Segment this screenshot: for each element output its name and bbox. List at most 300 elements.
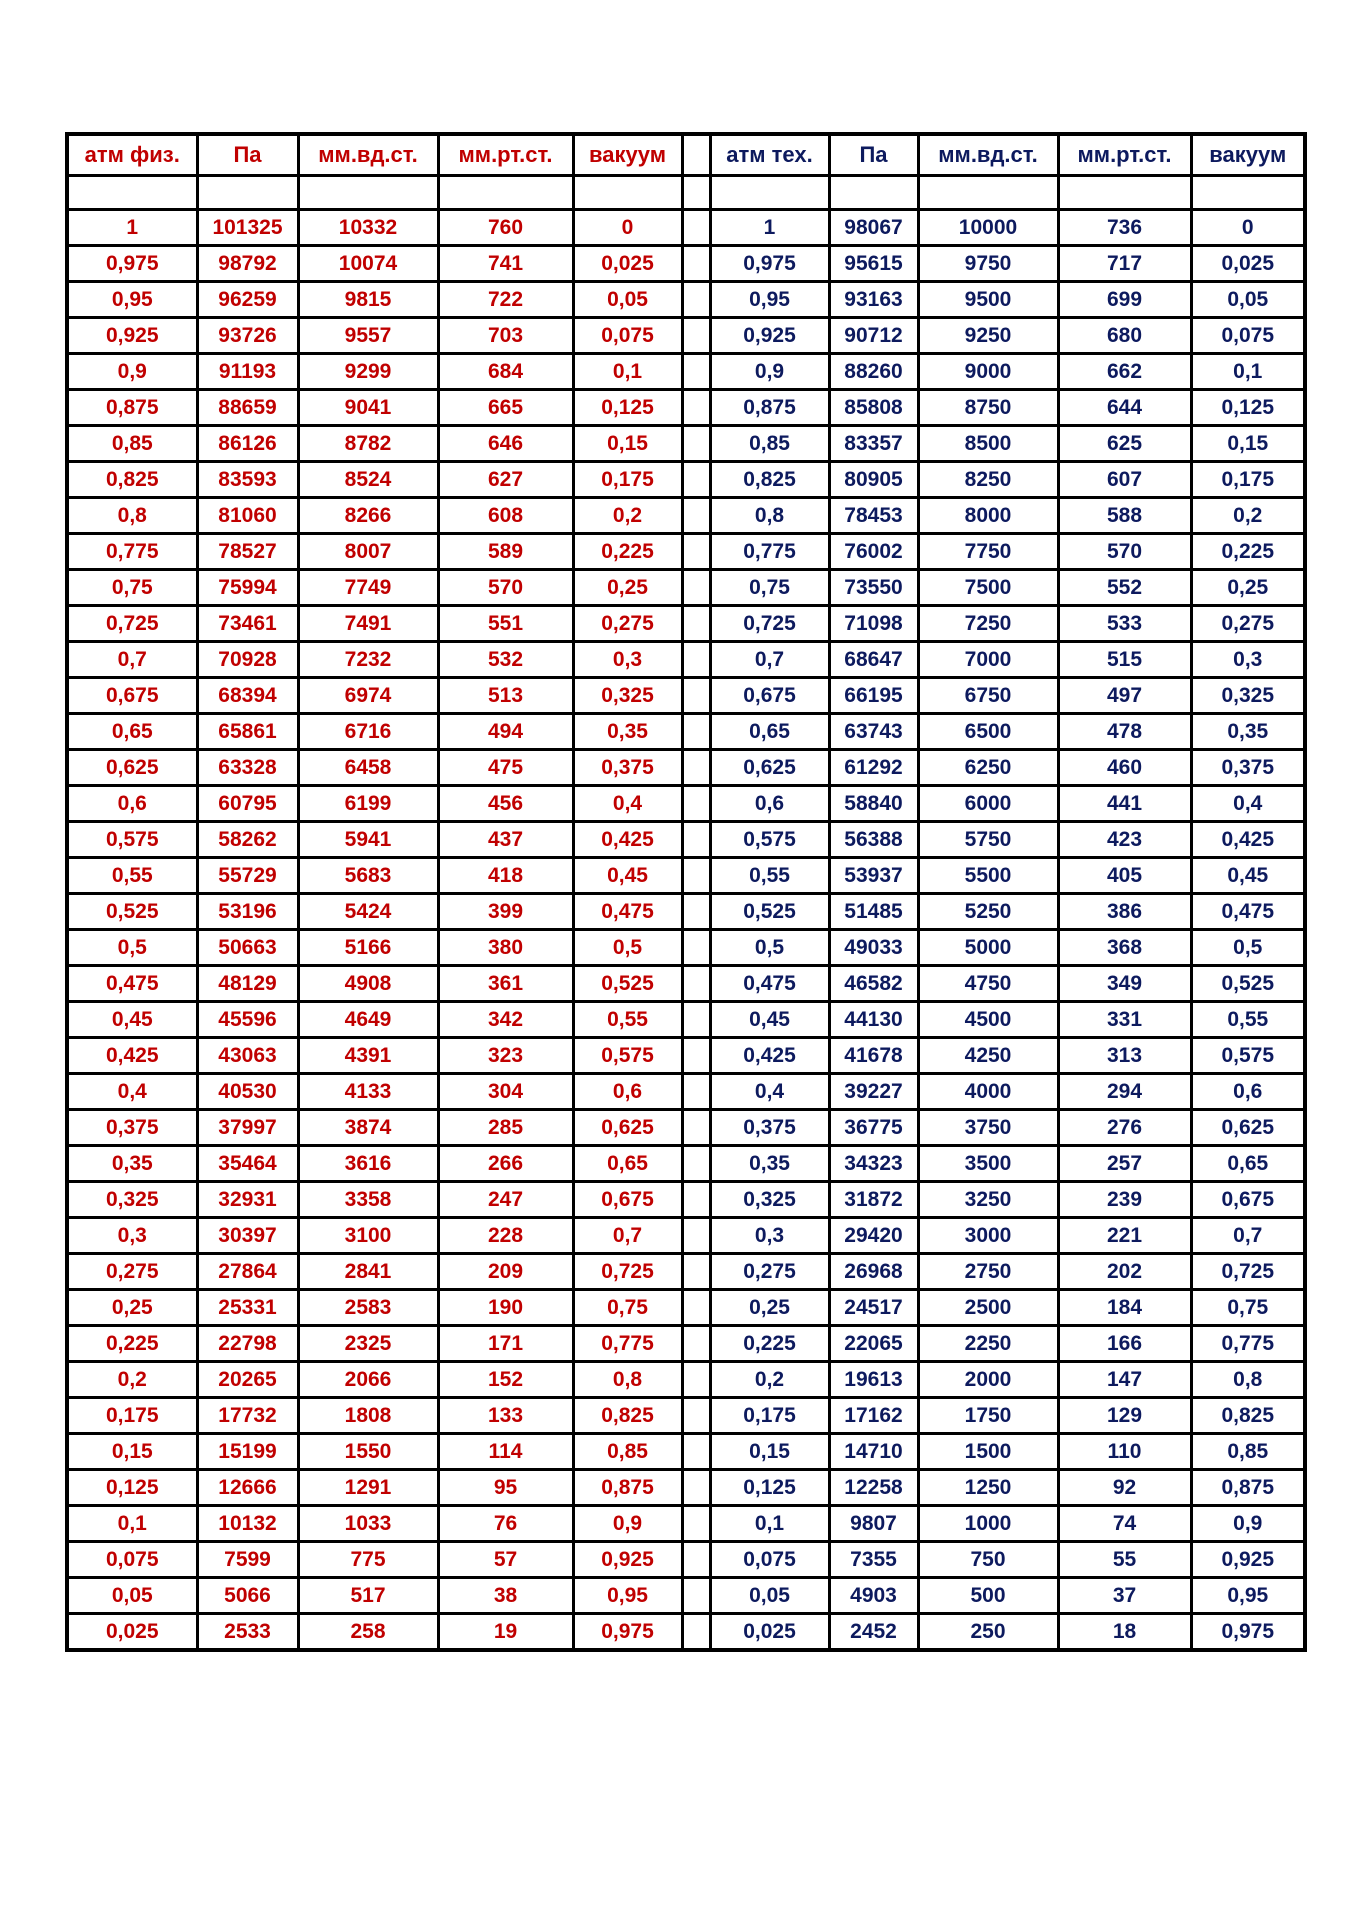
left-vacuum-cell: 0,425 [573, 822, 682, 858]
right-mm-water-cell: 10000 [918, 210, 1058, 246]
right-atm-cell: 0,85 [710, 426, 829, 462]
right-mm-water-cell: 2500 [918, 1290, 1058, 1326]
left-pa-cell: 55729 [197, 858, 298, 894]
left-mm-water-cell: 9557 [298, 318, 438, 354]
left-pa-cell: 60795 [197, 786, 298, 822]
table-row [67, 678, 1305, 714]
table-row [67, 282, 1305, 318]
right-vacuum-cell: 0,4 [1191, 786, 1305, 822]
left-mm-water-cell: 9299 [298, 354, 438, 390]
left-mm-hg-cell: 399 [438, 894, 573, 930]
separator-cell [682, 498, 710, 534]
left-mm-water-cell: 8007 [298, 534, 438, 570]
left-mm-hg-cell: 513 [438, 678, 573, 714]
left-atm-cell: 0,375 [67, 1110, 197, 1146]
left-pa-cell: 17732 [197, 1398, 298, 1434]
left-mm-water-cell: 10074 [298, 246, 438, 282]
right-vacuum-cell: 0,125 [1191, 390, 1305, 426]
table-row [67, 1578, 1305, 1614]
left-pa-cell: 58262 [197, 822, 298, 858]
right-mm-water-cell: 4000 [918, 1074, 1058, 1110]
left-mm-hg-cell: 323 [438, 1038, 573, 1074]
left-mm-hg-cell: 418 [438, 858, 573, 894]
right-atm-cell: 0,8 [710, 498, 829, 534]
left-mm-hg-cell: 247 [438, 1182, 573, 1218]
right-mm-water-cell: 8000 [918, 498, 1058, 534]
right-atm-cell: 0,775 [710, 534, 829, 570]
right-atm-cell: 0,975 [710, 246, 829, 282]
left-mm-hg-cell: 38 [438, 1578, 573, 1614]
right-vacuum-cell: 0,35 [1191, 714, 1305, 750]
right-atm-cell: 0,65 [710, 714, 829, 750]
right-mm-hg-cell: 552 [1058, 570, 1191, 606]
right-pa-cell: 29420 [829, 1218, 918, 1254]
right-atm-cell: 0,2 [710, 1362, 829, 1398]
left-vacuum-cell: 0 [573, 210, 682, 246]
left-mm-water-cell: 3100 [298, 1218, 438, 1254]
right-mm-water-cell: мм.вд.ст. [918, 134, 1058, 176]
separator-cell [682, 570, 710, 606]
right-atm-cell: 0,1 [710, 1506, 829, 1542]
left-pa-cell: 81060 [197, 498, 298, 534]
left-vacuum-cell: 0,5 [573, 930, 682, 966]
left-atm-cell: 0,25 [67, 1290, 197, 1326]
right-pa-cell: 93163 [829, 282, 918, 318]
left-mm-water-cell: 4649 [298, 1002, 438, 1038]
left-vacuum-cell: 0,175 [573, 462, 682, 498]
right-pa-cell: 88260 [829, 354, 918, 390]
table-row [67, 1614, 1305, 1651]
right-vacuum-cell: 0,1 [1191, 354, 1305, 390]
right-mm-hg-cell: 570 [1058, 534, 1191, 570]
table-row [67, 750, 1305, 786]
right-vacuum-cell [1191, 176, 1305, 210]
right-vacuum-cell: 0,225 [1191, 534, 1305, 570]
right-vacuum-cell: 0,95 [1191, 1578, 1305, 1614]
left-vacuum-cell: 0,55 [573, 1002, 682, 1038]
left-mm-water-cell: 775 [298, 1542, 438, 1578]
left-mm-hg-cell: 456 [438, 786, 573, 822]
right-vacuum-cell: 0,275 [1191, 606, 1305, 642]
left-pa-cell: 101325 [197, 210, 298, 246]
separator-cell [682, 966, 710, 1002]
left-vacuum-cell: 0,25 [573, 570, 682, 606]
right-pa-cell: 7355 [829, 1542, 918, 1578]
right-mm-hg-cell: 625 [1058, 426, 1191, 462]
left-mm-hg-cell: 76 [438, 1506, 573, 1542]
right-mm-water-cell: 7750 [918, 534, 1058, 570]
right-mm-hg-cell [1058, 176, 1191, 210]
left-mm-hg-cell: 266 [438, 1146, 573, 1182]
left-mm-hg-cell: 551 [438, 606, 573, 642]
right-atm-cell: 0,725 [710, 606, 829, 642]
left-mm-water-cell: 5941 [298, 822, 438, 858]
separator-cell [682, 1038, 710, 1074]
left-atm-cell: 0,325 [67, 1182, 197, 1218]
right-vacuum-cell: 0,775 [1191, 1326, 1305, 1362]
right-atm-cell: 0,45 [710, 1002, 829, 1038]
left-mm-hg-cell: 190 [438, 1290, 573, 1326]
left-pa-cell: 45596 [197, 1002, 298, 1038]
left-mm-water-cell: 2325 [298, 1326, 438, 1362]
left-pa-cell: 35464 [197, 1146, 298, 1182]
separator-cell [682, 210, 710, 246]
right-pa-cell: 14710 [829, 1434, 918, 1470]
left-mm-water-cell: 7749 [298, 570, 438, 606]
left-pa-cell: 43063 [197, 1038, 298, 1074]
left-mm-hg-cell: 494 [438, 714, 573, 750]
left-mm-hg-cell: 209 [438, 1254, 573, 1290]
left-mm-water-cell: 6974 [298, 678, 438, 714]
separator-cell [682, 426, 710, 462]
left-vacuum-cell: 0,225 [573, 534, 682, 570]
right-pa-cell: 2452 [829, 1614, 918, 1651]
left-atm-cell: 0,425 [67, 1038, 197, 1074]
left-mm-hg-cell: 95 [438, 1470, 573, 1506]
left-mm-water-cell: 1550 [298, 1434, 438, 1470]
left-mm-hg-cell: 152 [438, 1362, 573, 1398]
right-atm-cell: 0,95 [710, 282, 829, 318]
table-row [67, 930, 1305, 966]
right-pa-cell: 58840 [829, 786, 918, 822]
right-vacuum-cell: 0,8 [1191, 1362, 1305, 1398]
separator-cell [682, 750, 710, 786]
left-vacuum-cell: 0,85 [573, 1434, 682, 1470]
left-vacuum-cell: 0,625 [573, 1110, 682, 1146]
left-mm-hg-cell: 475 [438, 750, 573, 786]
left-vacuum-cell: 0,4 [573, 786, 682, 822]
right-mm-hg-cell: 533 [1058, 606, 1191, 642]
table-row [67, 1290, 1305, 1326]
right-vacuum-cell: 0,875 [1191, 1470, 1305, 1506]
right-pa-cell: 34323 [829, 1146, 918, 1182]
left-vacuum-cell: 0,525 [573, 966, 682, 1002]
left-mm-water-cell: 6199 [298, 786, 438, 822]
left-pa-cell: 75994 [197, 570, 298, 606]
left-pa-cell: 12666 [197, 1470, 298, 1506]
right-atm-cell: 0,275 [710, 1254, 829, 1290]
right-atm-cell [710, 176, 829, 210]
right-mm-water-cell: 6500 [918, 714, 1058, 750]
left-vacuum-cell: 0,925 [573, 1542, 682, 1578]
right-pa-cell: 22065 [829, 1326, 918, 1362]
right-vacuum-cell: 0,65 [1191, 1146, 1305, 1182]
right-atm-cell: 0,025 [710, 1614, 829, 1651]
left-mm-water-cell: 3358 [298, 1182, 438, 1218]
left-mm-hg-cell: 304 [438, 1074, 573, 1110]
right-mm-hg-cell: мм.рт.ст. [1058, 134, 1191, 176]
right-pa-cell: 31872 [829, 1182, 918, 1218]
right-mm-hg-cell: 74 [1058, 1506, 1191, 1542]
right-vacuum-cell: 0,825 [1191, 1398, 1305, 1434]
right-pa-cell: 78453 [829, 498, 918, 534]
table-row [67, 714, 1305, 750]
left-atm-cell: 0,1 [67, 1506, 197, 1542]
left-atm-cell: 0,05 [67, 1578, 197, 1614]
left-mm-water-cell: 4133 [298, 1074, 438, 1110]
table-row [67, 858, 1305, 894]
right-vacuum-cell: 0,025 [1191, 246, 1305, 282]
right-mm-water-cell: 3750 [918, 1110, 1058, 1146]
right-vacuum-cell: 0,475 [1191, 894, 1305, 930]
right-pa-cell: 17162 [829, 1398, 918, 1434]
separator-cell [682, 1182, 710, 1218]
left-pa-cell: 20265 [197, 1362, 298, 1398]
left-pa-cell: 73461 [197, 606, 298, 642]
table-row [67, 606, 1305, 642]
left-pa-cell: 7599 [197, 1542, 298, 1578]
left-pa-cell: 96259 [197, 282, 298, 318]
left-atm-cell [67, 176, 197, 210]
table-row [67, 1470, 1305, 1506]
separator-cell [682, 318, 710, 354]
separator-cell [682, 1362, 710, 1398]
left-atm-cell: атм физ. [67, 134, 197, 176]
left-pa-cell: 50663 [197, 930, 298, 966]
left-atm-cell: 0,125 [67, 1470, 197, 1506]
right-pa-cell: 95615 [829, 246, 918, 282]
left-pa-cell: 53196 [197, 894, 298, 930]
right-pa-cell: 24517 [829, 1290, 918, 1326]
right-mm-water-cell: 4750 [918, 966, 1058, 1002]
right-pa-cell: 44130 [829, 1002, 918, 1038]
left-vacuum-cell: 0,6 [573, 1074, 682, 1110]
left-mm-hg-cell: 285 [438, 1110, 573, 1146]
table-row [67, 1182, 1305, 1218]
right-mm-hg-cell: 18 [1058, 1614, 1191, 1651]
right-pa-cell: 9807 [829, 1506, 918, 1542]
right-mm-hg-cell: 386 [1058, 894, 1191, 930]
left-atm-cell: 0,8 [67, 498, 197, 534]
left-atm-cell: 0,3 [67, 1218, 197, 1254]
right-mm-hg-cell: 92 [1058, 1470, 1191, 1506]
right-vacuum-cell: 0,625 [1191, 1110, 1305, 1146]
right-mm-water-cell: 3000 [918, 1218, 1058, 1254]
left-mm-water-cell: 7232 [298, 642, 438, 678]
left-atm-cell: 0,025 [67, 1614, 197, 1651]
right-pa-cell: 49033 [829, 930, 918, 966]
right-pa-cell: 61292 [829, 750, 918, 786]
left-mm-water-cell: 6458 [298, 750, 438, 786]
left-vacuum-cell: 0,45 [573, 858, 682, 894]
right-pa-cell: 12258 [829, 1470, 918, 1506]
right-mm-water-cell: 5250 [918, 894, 1058, 930]
right-mm-hg-cell: 662 [1058, 354, 1191, 390]
left-pa-cell: 22798 [197, 1326, 298, 1362]
left-pa-cell: 78527 [197, 534, 298, 570]
table-row [67, 894, 1305, 930]
right-mm-water-cell: 8750 [918, 390, 1058, 426]
right-mm-water-cell: 9750 [918, 246, 1058, 282]
table-row [67, 1110, 1305, 1146]
separator-cell [682, 1434, 710, 1470]
right-mm-hg-cell: 313 [1058, 1038, 1191, 1074]
right-vacuum-cell: 0,375 [1191, 750, 1305, 786]
separator-cell [682, 282, 710, 318]
left-mm-water-cell: 1033 [298, 1506, 438, 1542]
left-atm-cell: 0,675 [67, 678, 197, 714]
left-atm-cell: 0,15 [67, 1434, 197, 1470]
left-pa-cell: 40530 [197, 1074, 298, 1110]
left-atm-cell: 0,775 [67, 534, 197, 570]
left-pa-cell: 83593 [197, 462, 298, 498]
right-mm-hg-cell: 368 [1058, 930, 1191, 966]
left-pa-cell: 48129 [197, 966, 298, 1002]
left-mm-hg-cell [438, 176, 573, 210]
right-mm-water-cell: 7250 [918, 606, 1058, 642]
right-mm-hg-cell: 55 [1058, 1542, 1191, 1578]
right-pa-cell: 80905 [829, 462, 918, 498]
separator-cell [682, 1290, 710, 1326]
left-vacuum-cell: 0,65 [573, 1146, 682, 1182]
separator-cell [682, 930, 710, 966]
left-pa-cell: 15199 [197, 1434, 298, 1470]
right-mm-hg-cell: 129 [1058, 1398, 1191, 1434]
left-atm-cell: 0,175 [67, 1398, 197, 1434]
table-row [67, 570, 1305, 606]
left-vacuum-cell: 0,35 [573, 714, 682, 750]
left-vacuum-cell: 0,675 [573, 1182, 682, 1218]
right-mm-hg-cell: 588 [1058, 498, 1191, 534]
separator-cell [682, 176, 710, 210]
left-mm-hg-cell: 361 [438, 966, 573, 1002]
right-vacuum-cell: 0,6 [1191, 1074, 1305, 1110]
separator-cell [682, 1218, 710, 1254]
right-pa-cell: 73550 [829, 570, 918, 606]
right-atm-cell: 0,175 [710, 1398, 829, 1434]
table-row [67, 246, 1305, 282]
right-vacuum-cell: 0,15 [1191, 426, 1305, 462]
right-vacuum-cell: 0,25 [1191, 570, 1305, 606]
left-mm-water-cell: 8524 [298, 462, 438, 498]
left-mm-hg-cell: 57 [438, 1542, 573, 1578]
left-vacuum-cell: 0,325 [573, 678, 682, 714]
right-atm-cell: 0,35 [710, 1146, 829, 1182]
right-pa-cell: 51485 [829, 894, 918, 930]
left-atm-cell: 0,6 [67, 786, 197, 822]
left-mm-hg-cell: 19 [438, 1614, 573, 1651]
right-mm-water-cell: 1750 [918, 1398, 1058, 1434]
left-vacuum-cell: 0,825 [573, 1398, 682, 1434]
left-mm-hg-cell: 380 [438, 930, 573, 966]
table-row [67, 390, 1305, 426]
right-mm-hg-cell: 349 [1058, 966, 1191, 1002]
left-atm-cell: 0,85 [67, 426, 197, 462]
right-mm-hg-cell: 239 [1058, 1182, 1191, 1218]
right-mm-hg-cell: 515 [1058, 642, 1191, 678]
table-row [67, 210, 1305, 246]
right-atm-cell: 0,425 [710, 1038, 829, 1074]
right-mm-hg-cell: 166 [1058, 1326, 1191, 1362]
separator-cell [682, 534, 710, 570]
separator-cell [682, 1506, 710, 1542]
right-pa-cell: 26968 [829, 1254, 918, 1290]
left-mm-hg-cell: 532 [438, 642, 573, 678]
separator-cell [682, 1398, 710, 1434]
right-mm-hg-cell: 147 [1058, 1362, 1191, 1398]
table-row [67, 1326, 1305, 1362]
separator-cell [682, 462, 710, 498]
left-mm-water-cell: 1291 [298, 1470, 438, 1506]
left-atm-cell: 0,2 [67, 1362, 197, 1398]
right-mm-hg-cell: 423 [1058, 822, 1191, 858]
left-pa-cell: 93726 [197, 318, 298, 354]
left-mm-water-cell: 8266 [298, 498, 438, 534]
table-row [67, 498, 1305, 534]
right-atm-cell: 0,475 [710, 966, 829, 1002]
left-mm-water-cell: 2841 [298, 1254, 438, 1290]
right-atm-cell: 0,4 [710, 1074, 829, 1110]
right-vacuum-cell: 0,45 [1191, 858, 1305, 894]
right-vacuum-cell: 0,7 [1191, 1218, 1305, 1254]
left-mm-hg-cell: 171 [438, 1326, 573, 1362]
left-vacuum-cell: вакуум [573, 134, 682, 176]
left-atm-cell: 0,075 [67, 1542, 197, 1578]
left-vacuum-cell: 0,475 [573, 894, 682, 930]
right-atm-cell: 0,625 [710, 750, 829, 786]
right-atm-cell: 0,05 [710, 1578, 829, 1614]
right-mm-hg-cell: 276 [1058, 1110, 1191, 1146]
right-mm-water-cell: 9500 [918, 282, 1058, 318]
left-vacuum-cell: 0,275 [573, 606, 682, 642]
separator-cell [682, 1578, 710, 1614]
separator-cell [682, 1614, 710, 1651]
left-mm-hg-cell: 665 [438, 390, 573, 426]
right-mm-water-cell: 2000 [918, 1362, 1058, 1398]
table-row [67, 822, 1305, 858]
right-vacuum-cell: 0,9 [1191, 1506, 1305, 1542]
right-pa-cell: 46582 [829, 966, 918, 1002]
right-mm-water-cell: 500 [918, 1578, 1058, 1614]
separator-cell [682, 1254, 710, 1290]
left-vacuum-cell: 0,375 [573, 750, 682, 786]
right-vacuum-cell: 0,675 [1191, 1182, 1305, 1218]
separator-cell [682, 1074, 710, 1110]
left-mm-water-cell: 5683 [298, 858, 438, 894]
right-mm-water-cell: 2750 [918, 1254, 1058, 1290]
right-atm-cell: 0,875 [710, 390, 829, 426]
left-mm-water-cell: 1808 [298, 1398, 438, 1434]
table-row [67, 966, 1305, 1002]
separator-cell [682, 354, 710, 390]
right-pa-cell: 71098 [829, 606, 918, 642]
left-pa-cell: 65861 [197, 714, 298, 750]
left-pa-cell: 5066 [197, 1578, 298, 1614]
table-row [67, 354, 1305, 390]
right-pa-cell: 66195 [829, 678, 918, 714]
left-pa-cell: 30397 [197, 1218, 298, 1254]
right-atm-cell: 0,55 [710, 858, 829, 894]
right-mm-hg-cell: 257 [1058, 1146, 1191, 1182]
left-mm-hg-cell: 114 [438, 1434, 573, 1470]
right-mm-water-cell: 1250 [918, 1470, 1058, 1506]
right-atm-cell: 0,225 [710, 1326, 829, 1362]
table-row [67, 1074, 1305, 1110]
left-mm-hg-cell: 646 [438, 426, 573, 462]
right-mm-water-cell: 3500 [918, 1146, 1058, 1182]
left-vacuum-cell: 0,3 [573, 642, 682, 678]
right-mm-hg-cell: 37 [1058, 1578, 1191, 1614]
left-pa-cell: 37997 [197, 1110, 298, 1146]
right-vacuum-cell: 0,75 [1191, 1290, 1305, 1326]
left-mm-hg-cell: 703 [438, 318, 573, 354]
right-pa-cell: 90712 [829, 318, 918, 354]
right-vacuum-cell: 0,175 [1191, 462, 1305, 498]
right-mm-hg-cell: 184 [1058, 1290, 1191, 1326]
right-mm-hg-cell: 294 [1058, 1074, 1191, 1110]
left-mm-hg-cell: 437 [438, 822, 573, 858]
left-mm-water-cell: 5166 [298, 930, 438, 966]
